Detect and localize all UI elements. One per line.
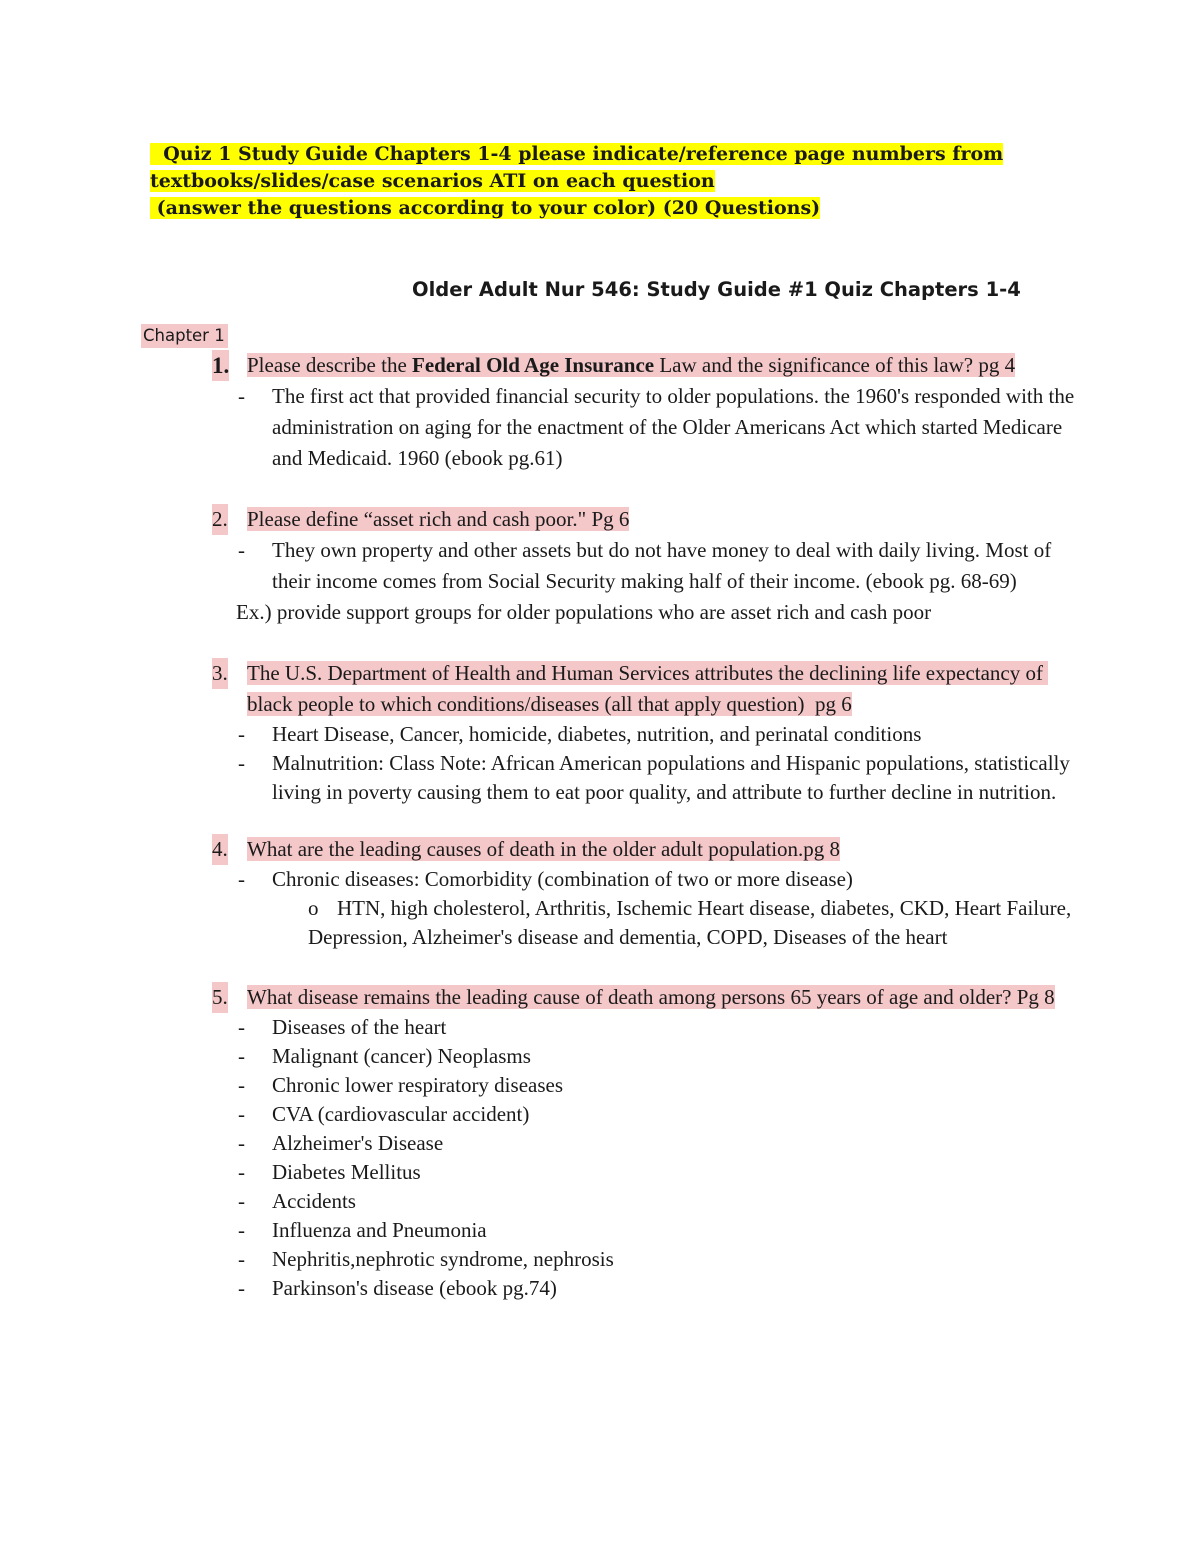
- sub-bullet-icon: o: [308, 896, 319, 920]
- question-number: 4.: [212, 834, 228, 865]
- question-text: The U.S. Department of Health and Human Services attributes the declining life expectancy of black people to which conditions/diseases (all that apply question) pg 6: [247, 661, 1049, 716]
- answer-list: [212, 535, 1092, 597]
- header-line-1: Quiz 1 Study Guide Chapters 1-4 please indicate/reference page numbers from: [150, 143, 1004, 165]
- answer-list: [212, 381, 1092, 474]
- question-number: 1.: [212, 350, 229, 381]
- question-text: What disease remains the leading cause of death among persons 65 years of age and older? Pg 8: [247, 985, 1055, 1009]
- question-3: [212, 658, 1092, 720]
- question-1: [212, 350, 1092, 381]
- sub-answer: [212, 894, 1092, 952]
- question-text-end: Law and the significance of this law? pg 4: [654, 353, 1016, 377]
- answer-item: - Alzheimer's Disease: [212, 1129, 1092, 1158]
- answer-item: - They own property and other assets but do not have money to deal with daily living. Most of their income comes from Social Security making half of their income. (ebook pg. 68-69): [212, 535, 1092, 597]
- answer-item: - Parkinson's disease (ebook pg.74): [212, 1274, 1092, 1303]
- law-name: Federal Old Age Insurance: [412, 353, 655, 377]
- answer-item: - Malnutrition: Class Note: African American populations and Hispanic populations, statistically living in poverty causing them to eat poor quality, and attribute to further decline in nutrition.: [212, 749, 1092, 807]
- answer-item: - The first act that provided financial security to older populations. the 1960's responded with the administration on aging for the enactment of the Older Americans Act which started Medicare and Medicaid. 1960 (ebook pg.61): [212, 381, 1092, 474]
- sub-answer-text: HTN, high cholesterol, Arthritis, Ischemic Heart disease, diabetes, CKD, Heart Failure, Depression, Alzheimer's disease and dementia, COPD, Diseases of the heart: [308, 896, 1072, 949]
- answer-item: - CVA (cardiovascular accident): [212, 1100, 1092, 1129]
- question-number: 2.: [212, 504, 228, 535]
- quiz-header: [150, 141, 1004, 222]
- answer-item: - Heart Disease, Cancer, homicide, diabetes, nutrition, and perinatal conditions: [212, 720, 1092, 749]
- example-note: Ex.) provide support groups for older populations who are asset rich and cash poor: [236, 600, 932, 624]
- header-line-3: (answer the questions according to your color) (20 Questions): [150, 197, 821, 219]
- question-4: [212, 834, 1092, 865]
- question-text: What are the leading causes of death in the older adult population.pg 8: [247, 837, 841, 861]
- question-2: [212, 504, 1092, 535]
- chapter-heading: Chapter 1: [141, 324, 228, 348]
- question-text: [247, 353, 1015, 377]
- answer-item: - Influenza and Pneumonia: [212, 1216, 1092, 1245]
- question-5: [212, 982, 1092, 1013]
- answer-item: - Nephritis,nephrotic syndrome, nephrosis: [212, 1245, 1092, 1274]
- page-title: Older Adult Nur 546: Study Guide #1 Quiz Chapters 1-4: [412, 278, 1021, 301]
- question-number: 5.: [212, 982, 228, 1013]
- answer-item: - Chronic diseases: Comorbidity (combination of two or more disease): [212, 865, 1092, 894]
- answer-item: - Accidents: [212, 1187, 1092, 1216]
- answer-item: - Malignant (cancer) Neoplasms: [212, 1042, 1092, 1071]
- question-text-start: Please describe the: [247, 353, 413, 377]
- answer-item: - Diseases of the heart: [212, 1013, 1092, 1042]
- question-text: Please define “asset rich and cash poor." Pg 6: [247, 507, 630, 531]
- answer-list: [212, 1013, 1092, 1303]
- answer-list: [212, 720, 1092, 807]
- question-list: [212, 350, 1092, 1303]
- answer-list: [212, 865, 1092, 894]
- question-number: 3.: [212, 658, 228, 689]
- header-line-2: textbooks/slides/case scenarios ATI on each question: [150, 170, 715, 192]
- answer-item: - Chronic lower respiratory diseases: [212, 1071, 1092, 1100]
- answer-item: - Diabetes Mellitus: [212, 1158, 1092, 1187]
